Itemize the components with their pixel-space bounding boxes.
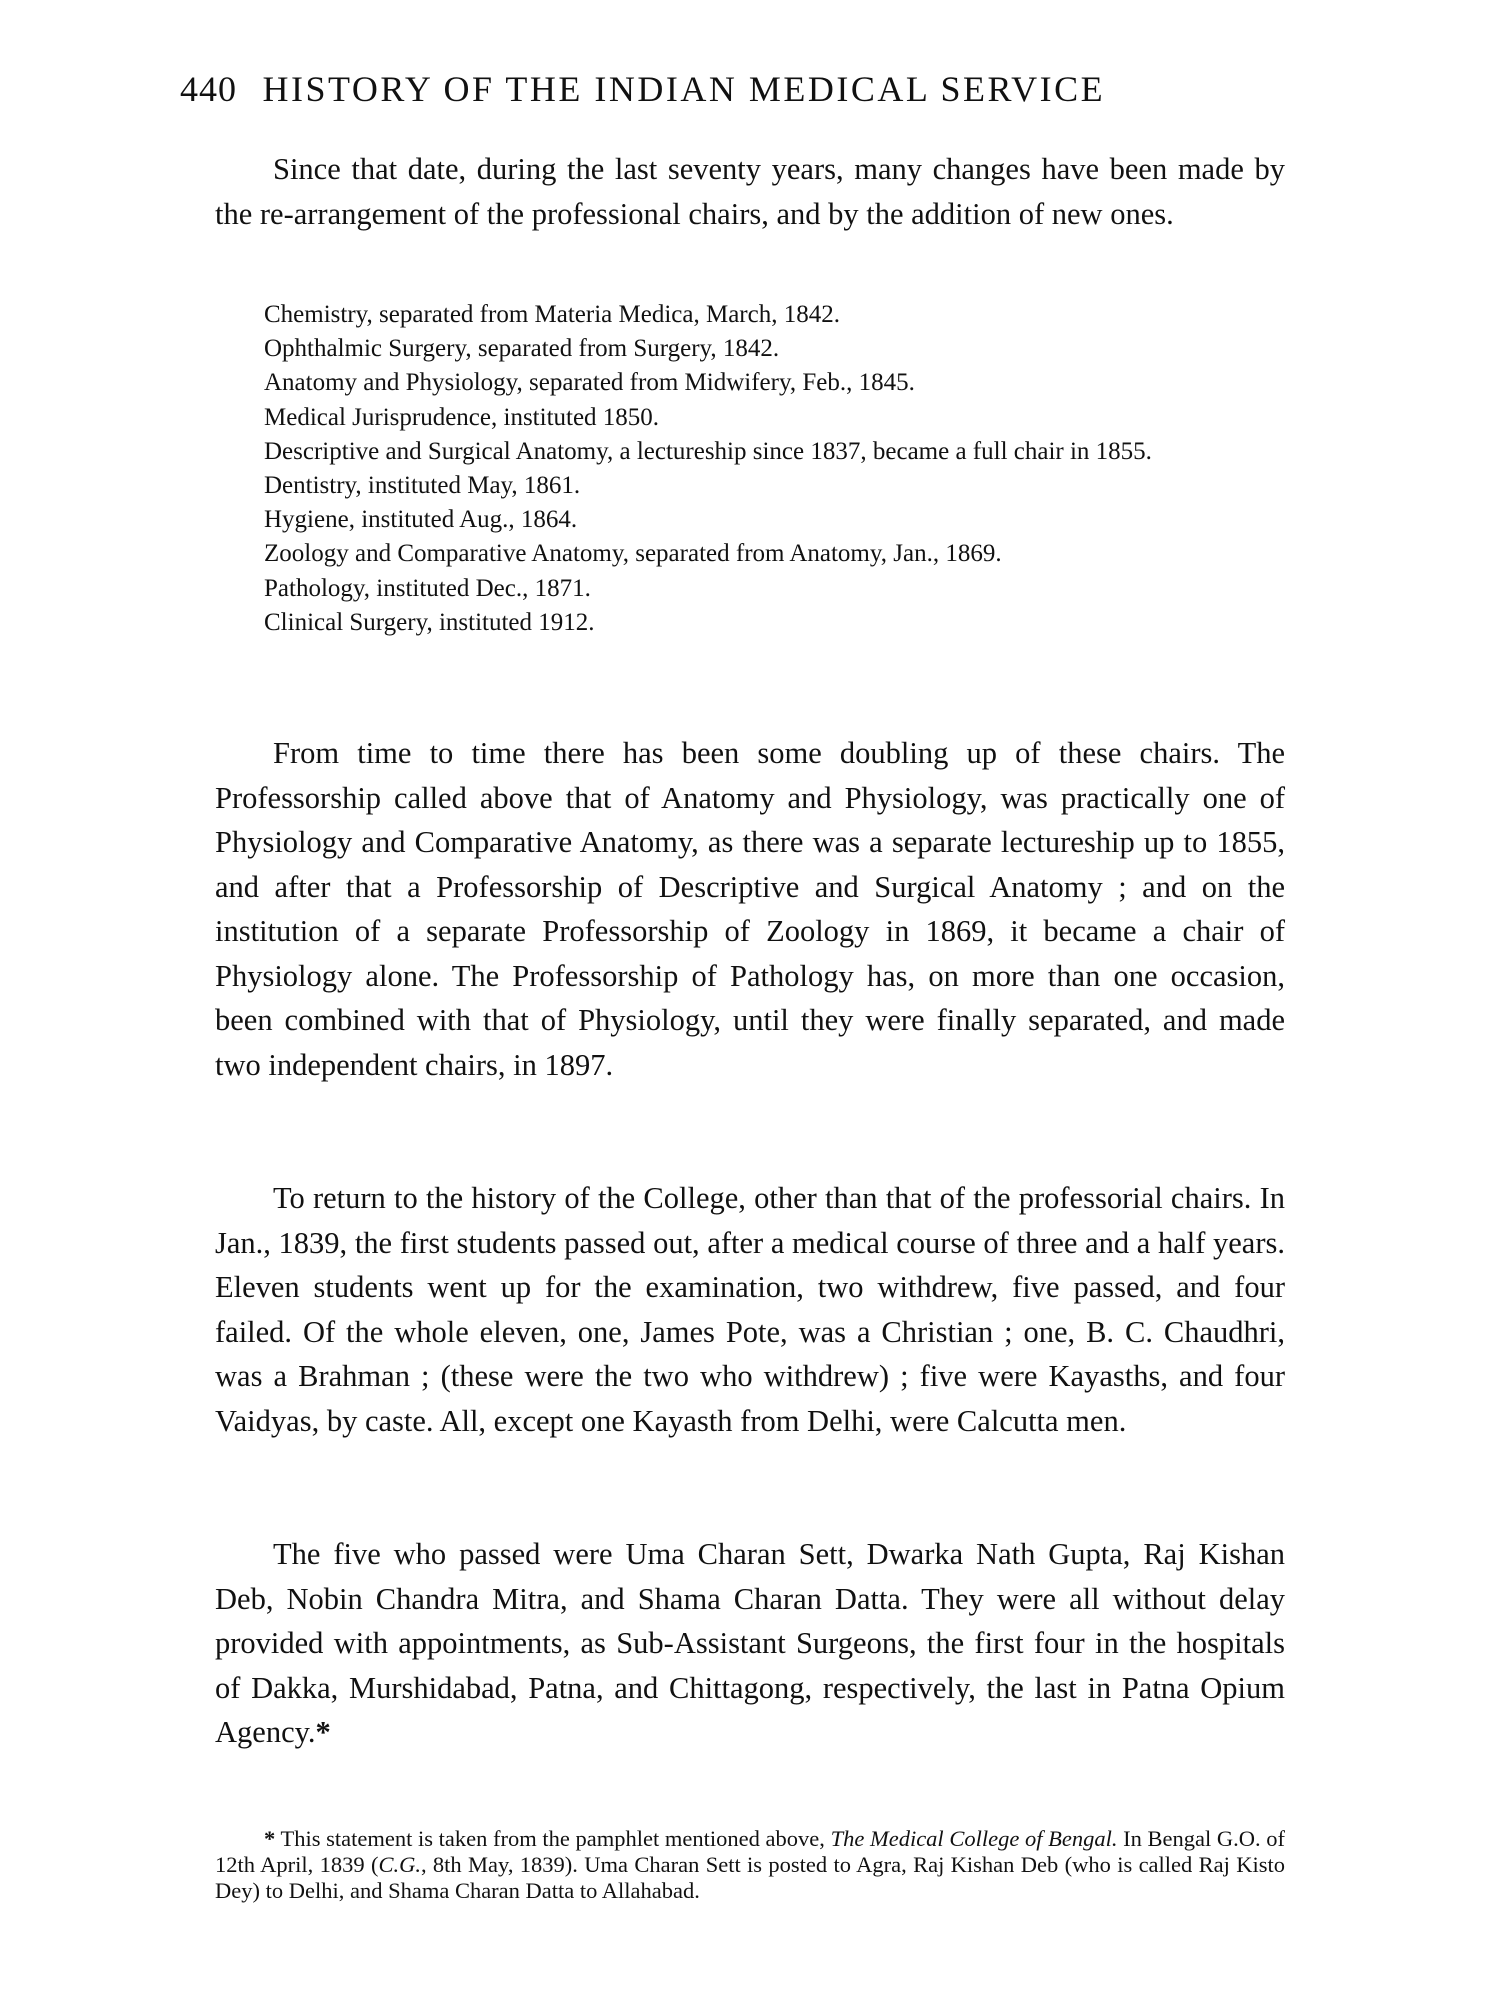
footnote-text: * This statement is taken from the pamphlet mentioned above, The Medical College of Bengal. In Bengal G.O. of 12th April, 1839 (C.G., 8th May, 1839). Uma Charan Sett is posted to Agra, Raj Kishan Deb (who is called Raj Kisto Dey) to Delhi, and Shama Charan Datta to Allahabad. — [215, 1826, 1286, 1903]
list-item: Medical Jurisprudence, instituted 1850. — [264, 403, 660, 431]
list-item: Pathology, instituted Dec., 1871. — [264, 574, 591, 602]
paragraph-text: The five who passed were Uma Charan Sett, Dwarka Nath Gupta, Raj Kishan Deb, Nobin Chandra Mitra, and Shama Charan Datta. They were all without delay provided with appointments, as Sub-Assistant Surgeons, the first four in the hospitals of Dakka, Murshidabad, Patna, and Chittagong, respectively, the last in Patna Opium Agency. — [215, 1537, 1285, 1749]
footnote-marker[interactable]: * — [315, 1715, 331, 1749]
intro-paragraph-block — [215, 147, 1285, 236]
intro-paragraph: Since that date, during the last seventy years, many changes have been made by the re-arrangement of the professional chairs, and by the addition of new ones. — [215, 152, 1285, 231]
paragraph-block — [215, 731, 1285, 1087]
list-item: Zoology and Comparative Anatomy, separated from Anatomy, Jan., 1869. — [264, 540, 1002, 568]
list-item: Chemistry, separated from Materia Medica, March, 1842. — [264, 301, 840, 328]
body-paragraph — [215, 1532, 1285, 1755]
paragraph-block — [215, 1532, 1285, 1755]
chairs-list — [215, 298, 1285, 640]
running-title: HISTORY OF THE INDIAN MEDICAL SERVICE — [262, 69, 1106, 109]
list-item: Ophthalmic Surgery, separated from Surgery, 1842. — [264, 335, 780, 363]
body-paragraph: To return to the history of the College, other than that of the professorial chairs. In Jan., 1839, the first students passed out, after a medical course of three and a half years. Eleven students went up for the examination, two withdrew, five passed, and four failed. Of the whole eleven, one, James Pote, was a Christian ; one, B. C. Chaudhri, was a Brahman ; (these were the two who withdrew) ; five were Kayasths, and four Vaidyas, by caste. All, except one Kayasth from Delhi, were Calcutta men. — [215, 1181, 1285, 1438]
footnote-gazette: C.G. — [378, 1851, 421, 1877]
footnote-marker-ref: * — [264, 1826, 276, 1851]
list-item: Clinical Surgery, instituted 1912. — [264, 608, 595, 636]
page-number: 440 — [180, 69, 237, 109]
list-item: Dentistry, instituted May, 1861. — [264, 472, 581, 500]
page-header — [180, 68, 1300, 110]
paragraph-block — [215, 1176, 1285, 1443]
list-item: Anatomy and Physiology, separated from Midwifery, Feb., 1845. — [264, 369, 915, 397]
list-item: Hygiene, instituted Aug., 1864. — [264, 506, 578, 534]
footnote-title: The Medical College of Bengal. — [830, 1826, 1118, 1851]
footnote — [215, 1826, 1285, 1903]
body-paragraph: From time to time there has been some doubling up of these chairs. The Professorship called above that of Anatomy and Physiology, was practically one of Physiology and Comparative Anatomy, as there was a separate lectureship up to 1855, and after that a Professorship of Descriptive and Surgical Anatomy ; and on the institution of a separate Professorship of Zoology in 1869, it became a chair of Physiology alone. The Professorship of Pathology has, on more than one occasion, been combined with that of Physiology, until they were finally separated, and made two independent chairs, in 1897. — [215, 736, 1285, 1082]
list-item: Descriptive and Surgical Anatomy, a lectureship since 1837, became a full chair in 1855. — [264, 437, 1152, 465]
